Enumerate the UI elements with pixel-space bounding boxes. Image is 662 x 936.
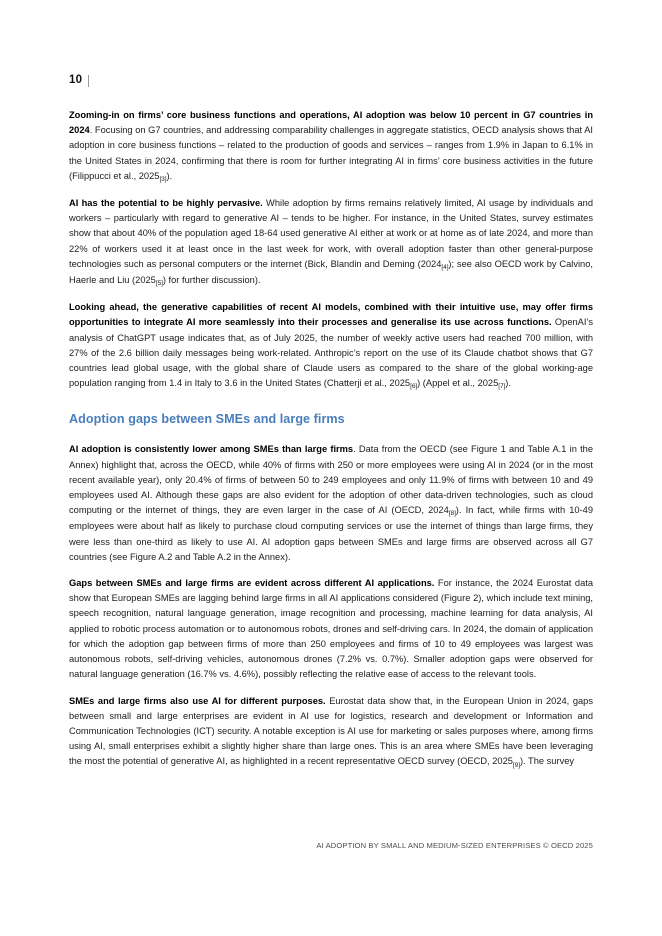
paragraph-body: While adoption by firms remains relatively limited, AI usage by individuals and workers – particularly with regard to generative AI – tends to be higher. For instance, in the United States, survey estimates show that about 40% of the population aged 18-64 used generative AI either at work or at home as of late 2024, and more than 22% of workers used it at least once in the last week for work, with overall adoption faster than other general-purpose technologies such as personal computers or the internet (Bick, Blandin and Deming (2024 [69,198,593,269]
paragraph-lead: SMEs and large firms also use AI for different purposes. [69,695,326,706]
page-footer: AI ADOPTION BY SMALL AND MEDIUM-SIZED ENTERPRISES © OECD 2025 [316,841,593,850]
paragraph-looking-ahead [69,300,593,392]
paragraph-ai-adoption-g7 [69,108,593,185]
paragraph-body: . Focusing on G7 countries, and addressing comparability challenges in aggregate statistics, OECD analysis shows that AI adoption in core business functions – related to the production of goods and services – ranges from 1.9% in Japan to 6.1% in the United States in 2024, confirming that there is room for further integrating AI in firms’ core business activities in the future (Filippucci et al., 2025 [69,125,593,181]
paragraph-lead: Zooming-in on firms’ core business functions and operations, AI adoption was below 10 percent in G7 countries in 2024 [69,110,593,136]
reference-marker: [9] [512,761,520,769]
page-header [69,72,593,90]
reference-marker: [4] [441,264,449,272]
paragraph-body: ); see also OECD work by Calvino, Haerle and Liu (2025 [69,258,593,286]
paragraph-lead: AI adoption is consistently lower among SMEs than large firms [69,444,354,455]
paragraph-gaps-applications [69,576,593,682]
paragraph-body: ). The survey [519,756,575,767]
paragraph-ai-pervasive [69,196,593,289]
reference-marker: [6] [410,383,418,391]
paragraph-body: ). [166,170,173,181]
section-heading: Adoption gaps between SMEs and large firms [69,412,345,427]
reference-marker: [7] [498,383,506,391]
reference-marker: [8] [448,510,456,518]
paragraph-body: Eurostat data show that, in the European Union in 2024, gaps between small and large enterprises are evident in AI use for logistics, research and development or Information and Communication Technologies (ICT) security. A notable exception is AI use for marketing or sales purposes where, among firms using AI, small enterprises exhibit a slightly higher share than large ones. This is an area where SMEs have been leveraging the most the potential of generative AI, as highlighted in a recent representative OECD survey (OECD, 2025 [69,695,593,767]
paragraph-lead: Looking ahead, the generative capabilities of recent AI models, combined with their intuitive use, may offer firms opportunities to integrate AI more seamlessly into their processes and generalise its use across functions. [69,302,593,328]
page-content [69,72,593,771]
paragraph-body: For instance, the 2024 Eurostat data show that European SMEs are lagging behind large firms in all AI applications considered (Figure 2), which include text mining, speech recognition, natural language generation, image recognition and processing, machine learning for data analysis, AI applied to robotic process automation or to autonomous robots, drones and self-driving cars. In 2024, the domain of application for which the adoption gap between firms of more than 250 employees and firms of 10 to 49 employees was largest was autonomous robots, self-driving vehicles, autonomous drones (7.2% vs. 0.7%). Smaller adoption gaps were observed for natural language generation (16.7% vs. 4.6%), possibly reflecting the relative ease of access to the relevant tools. [69,578,593,680]
paragraph-lead: AI has the potential to be highly pervasive. [69,198,263,209]
paragraph-body: ) (Appel et al., 2025 [417,378,499,389]
paragraph-body: ). In fact, while firms with 10-49 employees were about half as likely to purchase cloud computing services or use the internet of things than large firms, they were less than one-third as likely to use AI. AI adoption gaps between SMEs and large firms are observed across all G7 countries (see Figure A.2 and Table A.2 in the Annex). [69,505,594,562]
paragraph-body: OpenAI’s analysis of ChatGPT usage indicates that, as of July 2025, the number of weekly active users had reached 700 million, with 27% of the 2.6 billion daily messages being work-related. Anthropic’s report on the use of its Claude chatbot shows that G7 countries lead global usage, with the global share of Claude users as compared to the share of the global working-age population ranging from 1.4 in Italy to 3.6 in the United States (Chatterji et al., 2025 [69,317,593,389]
paragraph-lead: Gaps between SMEs and large firms are evident across different AI applications. [69,578,435,589]
paragraph-adoption-lower-smes [69,442,593,565]
reference-marker: [3] [159,176,167,183]
paragraph-body: ) for further discussion). [162,275,261,286]
paragraph-body: ). [505,378,511,389]
paragraph-different-purposes [69,694,593,771]
reference-marker: [5] [155,280,163,288]
paragraph-body: . Data from the OECD (see Figure 1 and Table A.1 in the Annex) highlight that, across the OECD, while 40% of firms with 250 or more employees were using AI in 2024 (or in the most recent available year), only 20.4% of firms of between 50 to 249 employees and only 11.9% of firms with between 10 and 49 employees used AI. Although these gaps are also evident for the adoption of other data-driven technologies, such as cloud computing or the internet of things, they are even larger in the case of AI (OECD, 2024 [69,444,593,516]
page-number: 10 [69,74,83,87]
page-header-rule [88,75,89,87]
